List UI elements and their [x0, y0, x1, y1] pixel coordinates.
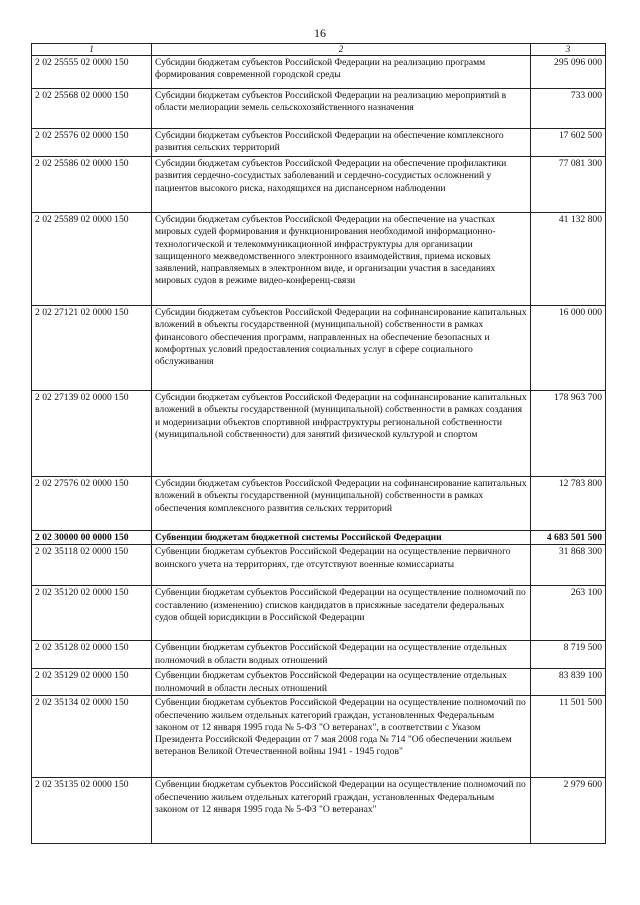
description-cell: Субвенции бюджетам бюджетной системы Российской Федерации	[152, 531, 531, 545]
budget-code-cell: 2 02 25576 02 0000 150	[32, 129, 152, 157]
table-row	[32, 213, 606, 306]
amount-cell: 12 783 800	[531, 477, 606, 531]
table-row	[32, 545, 606, 586]
amount-cell: 733 000	[531, 89, 606, 129]
amount-cell: 4 683 501 500	[531, 531, 606, 545]
amount-cell: 295 096 000	[531, 56, 606, 89]
amount-cell: 77 081 300	[531, 157, 606, 213]
budget-code-cell: 2 02 35128 02 0000 150	[32, 641, 152, 669]
table-row	[32, 56, 606, 89]
budget-code-cell: 2 02 35134 02 0000 150	[32, 696, 152, 778]
budget-code-cell: 2 02 27121 02 0000 150	[32, 306, 152, 391]
description-cell: Субсидии бюджетам субъектов Российской Федерации на обеспечение профилактики развития сердечно-сосудистых заболеваний и сердечно-сосудистых осложнений у пациентов высокого риска, находящихся на диспансерном наблюдении	[152, 157, 531, 213]
budget-code-cell: 2 02 35129 02 0000 150	[32, 669, 152, 696]
amount-cell: 83 839 100	[531, 669, 606, 696]
table-row	[32, 391, 606, 477]
budget-code-cell: 2 02 27576 02 0000 150	[32, 477, 152, 531]
budget-code-cell: 2 02 27139 02 0000 150	[32, 391, 152, 477]
budget-code-cell: 2 02 25555 02 0000 150	[32, 56, 152, 89]
description-cell: Субвенции бюджетам субъектов Российской Федерации на осуществление первичного воинского учета на территориях, где отсутствуют военные комиссариаты	[152, 545, 531, 586]
table-row	[32, 89, 606, 129]
budget-code-cell: 2 02 30000 00 0000 150	[32, 531, 152, 545]
column-header-3: 3	[531, 44, 606, 56]
amount-cell: 2 979 600	[531, 778, 606, 844]
budget-code-cell: 2 02 25589 02 0000 150	[32, 213, 152, 306]
description-cell: Субсидии бюджетам субъектов Российской Федерации на реализацию программ формирования современной городской среды	[152, 56, 531, 89]
table-row	[32, 129, 606, 157]
amount-cell: 41 132 800	[531, 213, 606, 306]
column-header-1: 1	[32, 44, 152, 56]
amount-cell: 8 719 500	[531, 641, 606, 669]
budget-code-cell: 2 02 35118 02 0000 150	[32, 545, 152, 586]
page-number: 16	[314, 26, 326, 40]
column-header-2: 2	[152, 44, 531, 56]
amount-cell: 11 501 500	[531, 696, 606, 778]
description-cell: Субвенции бюджетам субъектов Российской Федерации на осуществление полномочий по составлению (изменению) списков кандидатов в присяжные заседатели федеральных судов общей юрисдикции в Российской Федерации	[152, 586, 531, 641]
description-cell: Субвенции бюджетам субъектов Российской Федерации на осуществление полномочий по обеспечению жильем отдельных категорий граждан, установленных Федеральным законом от 12 января 1995 года № 5-ФЗ "О ветеранах", в соответствии с Указом Президента Российской Федерации от 7 мая 2008 года № 714 "Об обеспечении жильем ветеранов Великой Отечественной войны 1941 - 1945 годов"	[152, 696, 531, 778]
amount-cell: 178 963 700	[531, 391, 606, 477]
table-row	[32, 778, 606, 844]
description-cell: Субсидии бюджетам субъектов Российской Федерации на обеспечение на участках мировых судей формирования и функционирования необходимой информационно-технологической и телекоммуникационной инфраструктуры для организации защищенного межведомственного электронного взаимодействия, приема исковых заявлений, направляемых в электронном виде, и организации участия в заседаниях мировых судов в режиме видео-конференц-связи	[152, 213, 531, 306]
description-cell: Субсидии бюджетам субъектов Российской Федерации на софинансирование капитальных вложений в объекты государственной (муниципальной) собственности в рамках обеспечения комплексного развития сельских территорий	[152, 477, 531, 531]
amount-cell: 16 000 000	[531, 306, 606, 391]
table-row	[32, 157, 606, 213]
budget-code-cell: 2 02 35120 02 0000 150	[32, 586, 152, 641]
description-cell: Субвенции бюджетам субъектов Российской Федерации на осуществление отдельных полномочий в области водных отношений	[152, 641, 531, 669]
description-cell: Субсидии бюджетам субъектов Российской Федерации на обеспечение комплексного развития сельских территорий	[152, 129, 531, 157]
column-number-header-row	[32, 44, 606, 56]
table-row	[32, 306, 606, 391]
table-row	[32, 531, 606, 545]
description-cell: Субсидии бюджетам субъектов Российской Федерации на софинансирование капитальных вложений в объекты государственной (муниципальной) собственности в рамках создания и модернизации объектов спортивной инфраструктуры региональной собственности (муниципальной собственности) для занятий физической культурой и спортом	[152, 391, 531, 477]
table-row	[32, 669, 606, 696]
table-row	[32, 586, 606, 641]
description-cell: Субсидии бюджетам субъектов Российской Федерации на реализацию мероприятий в области мелиорации земель сельскохозяйственного назначения	[152, 89, 531, 129]
budget-code-cell: 2 02 25586 02 0000 150	[32, 157, 152, 213]
amount-cell: 263 100	[531, 586, 606, 641]
table-row	[32, 696, 606, 778]
amount-cell: 17 602 500	[531, 129, 606, 157]
description-cell: Субвенции бюджетам субъектов Российской Федерации на осуществление отдельных полномочий в области лесных отношений	[152, 669, 531, 696]
description-cell: Субсидии бюджетам субъектов Российской Федерации на софинансирование капитальных вложений в объекты государственной (муниципальной) собственности в рамках финансового обеспечения программ, направленных на обеспечение безопасных и комфортных условий предоставления социальных услуг в сфере социального обслуживания	[152, 306, 531, 391]
table-row	[32, 641, 606, 669]
amount-cell: 31 868 300	[531, 545, 606, 586]
budget-code-cell: 2 02 35135 02 0000 150	[32, 778, 152, 844]
budget-code-cell: 2 02 25568 02 0000 150	[32, 89, 152, 129]
budget-revenue-table	[31, 43, 606, 844]
description-cell: Субвенции бюджетам субъектов Российской Федерации на осуществление полномочий по обеспечению жильем отдельных категорий граждан, установленных Федеральным законом от 12 января 1995 года № 5-ФЗ "О ветеранах"	[152, 778, 531, 844]
table-row	[32, 477, 606, 531]
